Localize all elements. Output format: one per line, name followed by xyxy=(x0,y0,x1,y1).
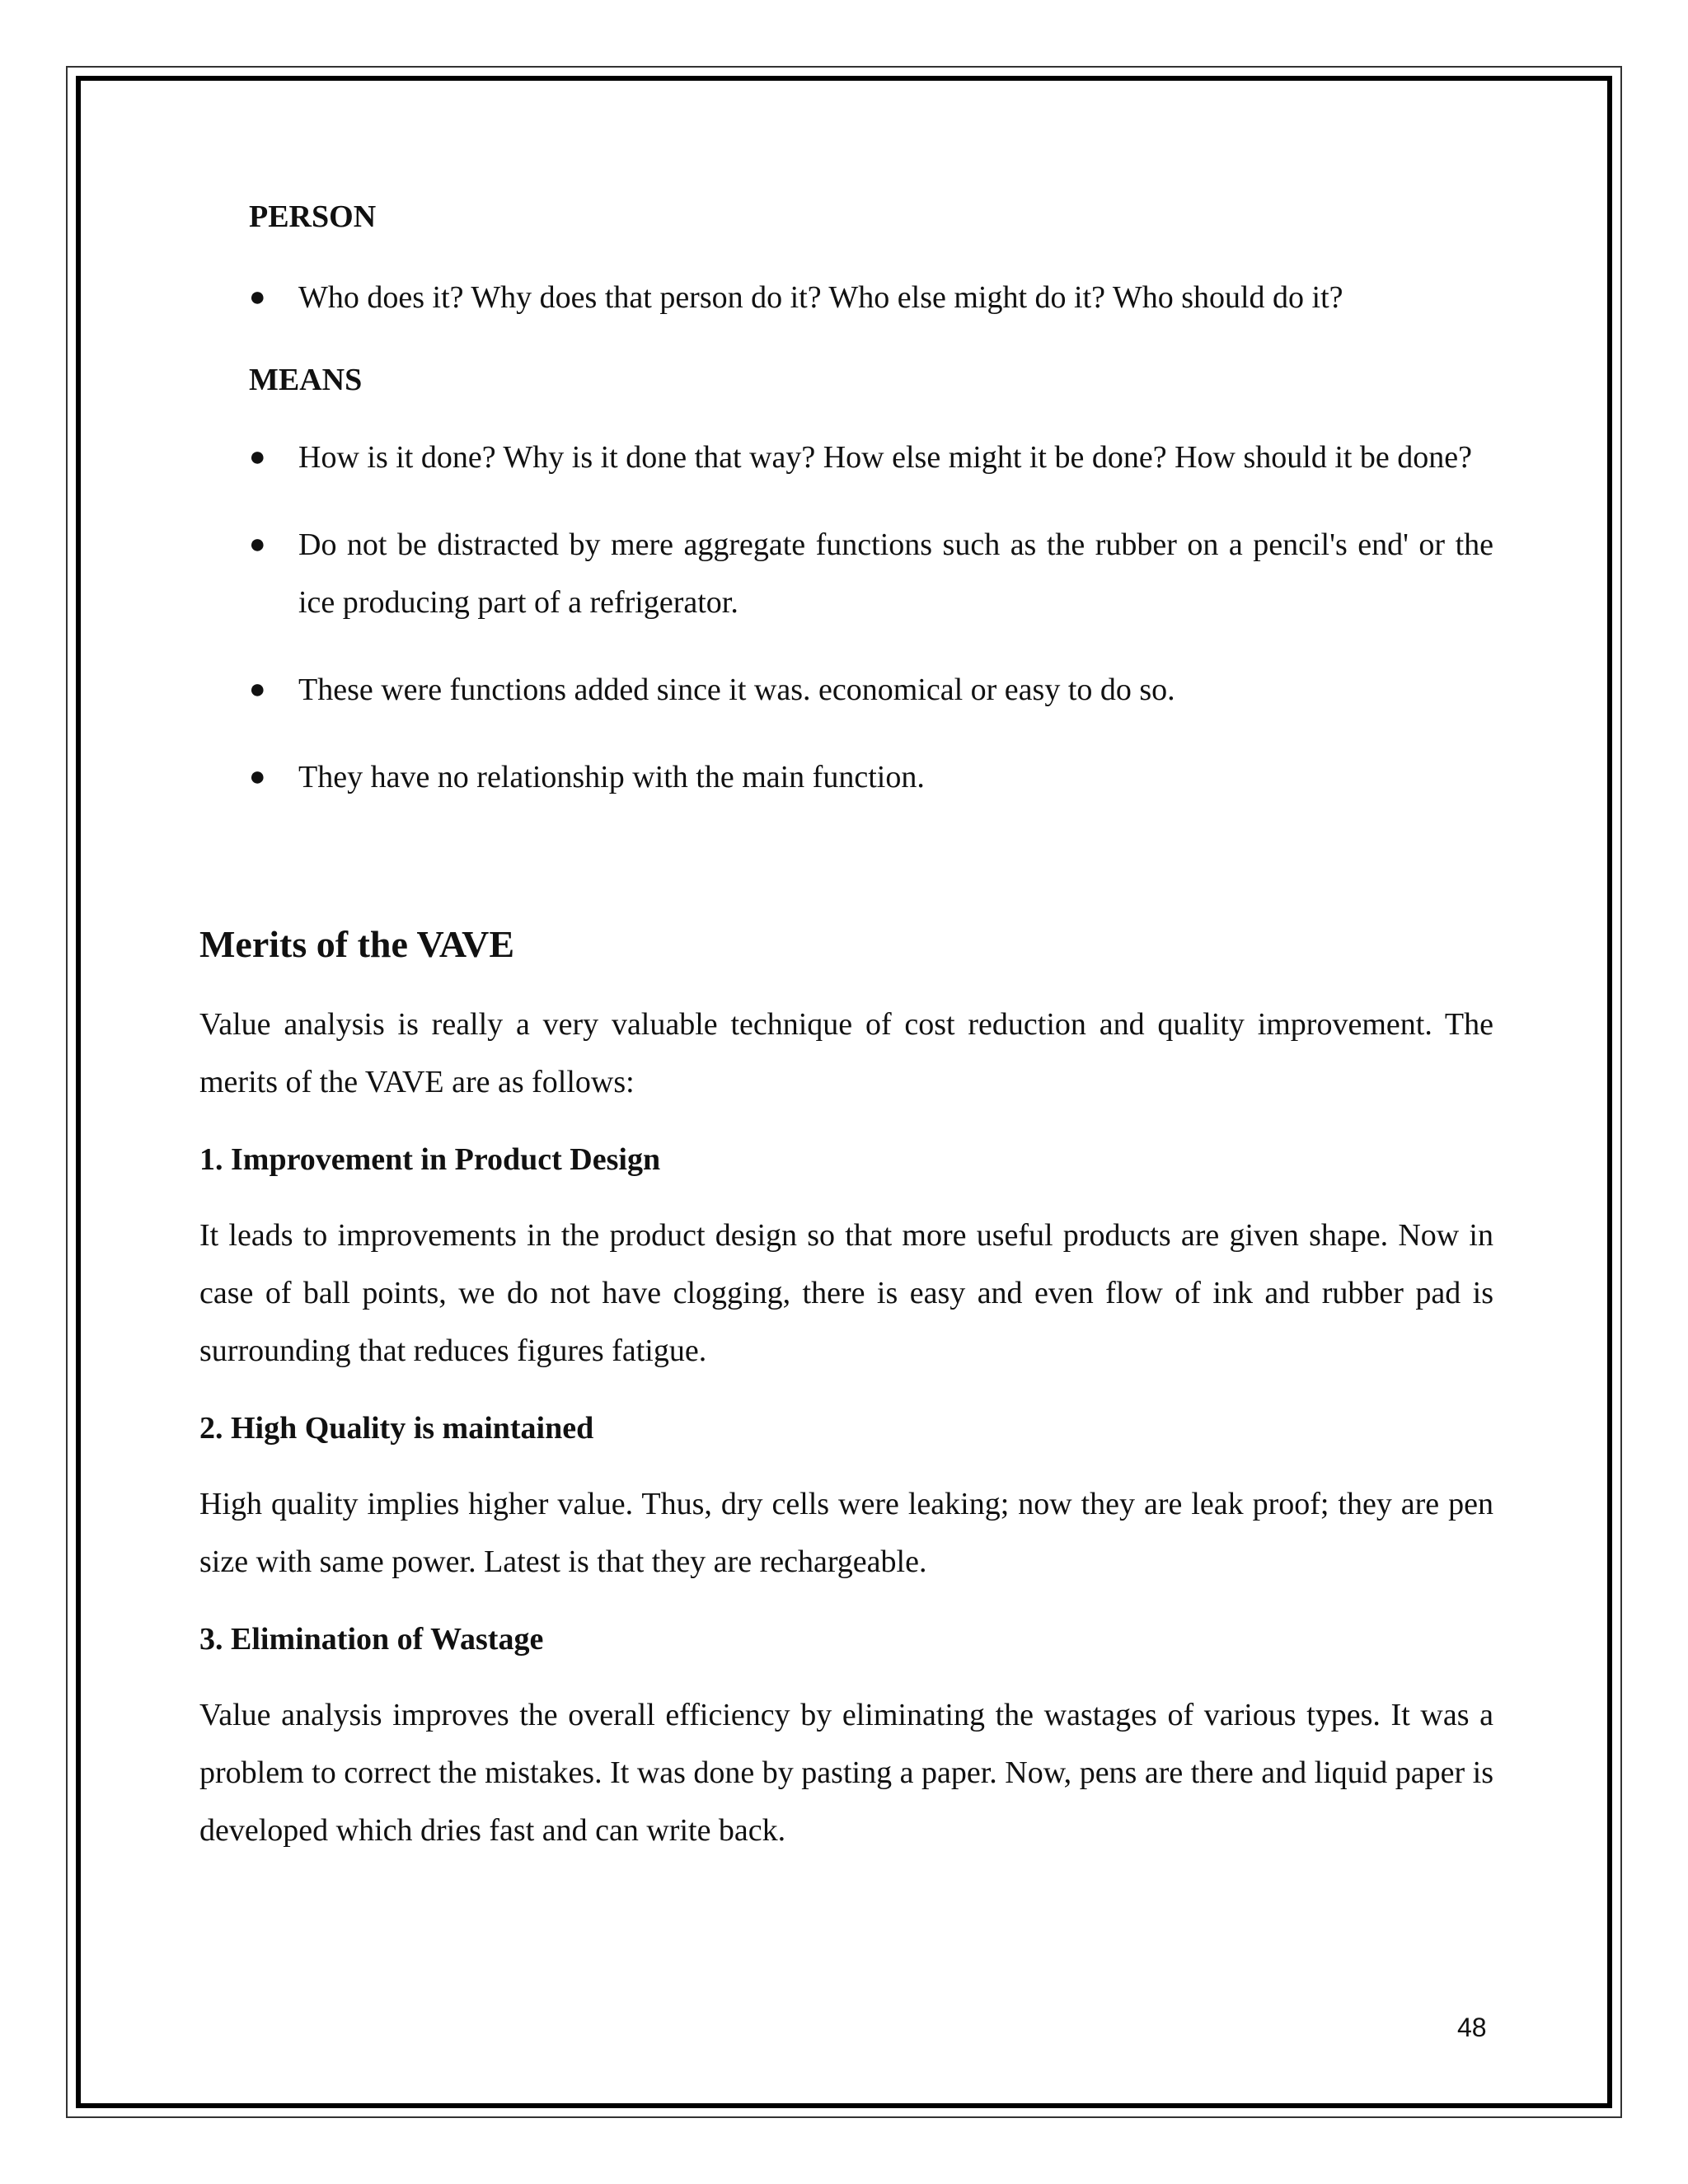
bullet-icon: ● xyxy=(249,762,266,792)
bullet-item xyxy=(199,269,1493,326)
bullet-text: These were functions added since it was. economical or easy to do so. xyxy=(298,673,1175,707)
bullet-text: They have no relationship with the main function. xyxy=(298,760,925,794)
bullet-item xyxy=(199,516,1493,631)
merit-text: High quality implies higher value. Thus, dry cells were leaking; now they are leak proof; they are pen size with same power. Latest is that they are rechargeable. xyxy=(199,1487,1493,1579)
bullet-icon: ● xyxy=(249,442,266,472)
bullet-icon: ● xyxy=(249,674,266,705)
bullet-item xyxy=(199,748,1493,806)
bullet-text: Do not be distracted by mere aggregate functions such as the rubber on a pencil's end' or the ice producing part of a refrigerator. xyxy=(298,527,1493,620)
bullet-text: Who does it? Why does that person do it? Who else might do it? Who should do it? xyxy=(298,280,1343,315)
person-label: PERSON xyxy=(249,199,377,234)
page-number: 48 xyxy=(1457,2013,1487,2042)
page-content xyxy=(199,198,1493,1859)
bullet-item xyxy=(199,429,1493,486)
bullet-text: How is it done? Why is it done that way? How else might it be done? How should it be done? xyxy=(298,440,1473,475)
bullet-icon: ● xyxy=(249,529,266,560)
merits-intro: Value analysis is really a very valuable technique of cost reduction and quality improvement. The merits of the VAVE are as follows: xyxy=(199,1007,1493,1099)
merit-title: 1. Improvement in Product Design xyxy=(199,1142,661,1177)
means-bullet-list xyxy=(199,429,1493,806)
merit-title: 3. Elimination of Wastage xyxy=(199,1622,544,1657)
bullet-item xyxy=(199,661,1493,719)
bullet-icon: ● xyxy=(249,282,266,312)
merits-heading: Merits of the VAVE xyxy=(199,923,515,965)
merit-text: Value analysis improves the overall efficiency by eliminating the wastages of various types. It was a problem to correct the mistakes. It was done by pasting a paper. Now, pens are there and liquid paper is developed which dries fast and can write back. xyxy=(199,1698,1493,1848)
person-bullet-list xyxy=(199,269,1493,326)
merit-title: 2. High Quality is maintained xyxy=(199,1411,594,1446)
merit-text: It leads to improvements in the product design so that more useful products are given shape. Now in case of ball points, we do not have clogging, there is easy and even flow of ink and rubber pad is surrounding that reduces figures fatigue. xyxy=(199,1218,1493,1368)
means-label: MEANS xyxy=(249,363,363,397)
